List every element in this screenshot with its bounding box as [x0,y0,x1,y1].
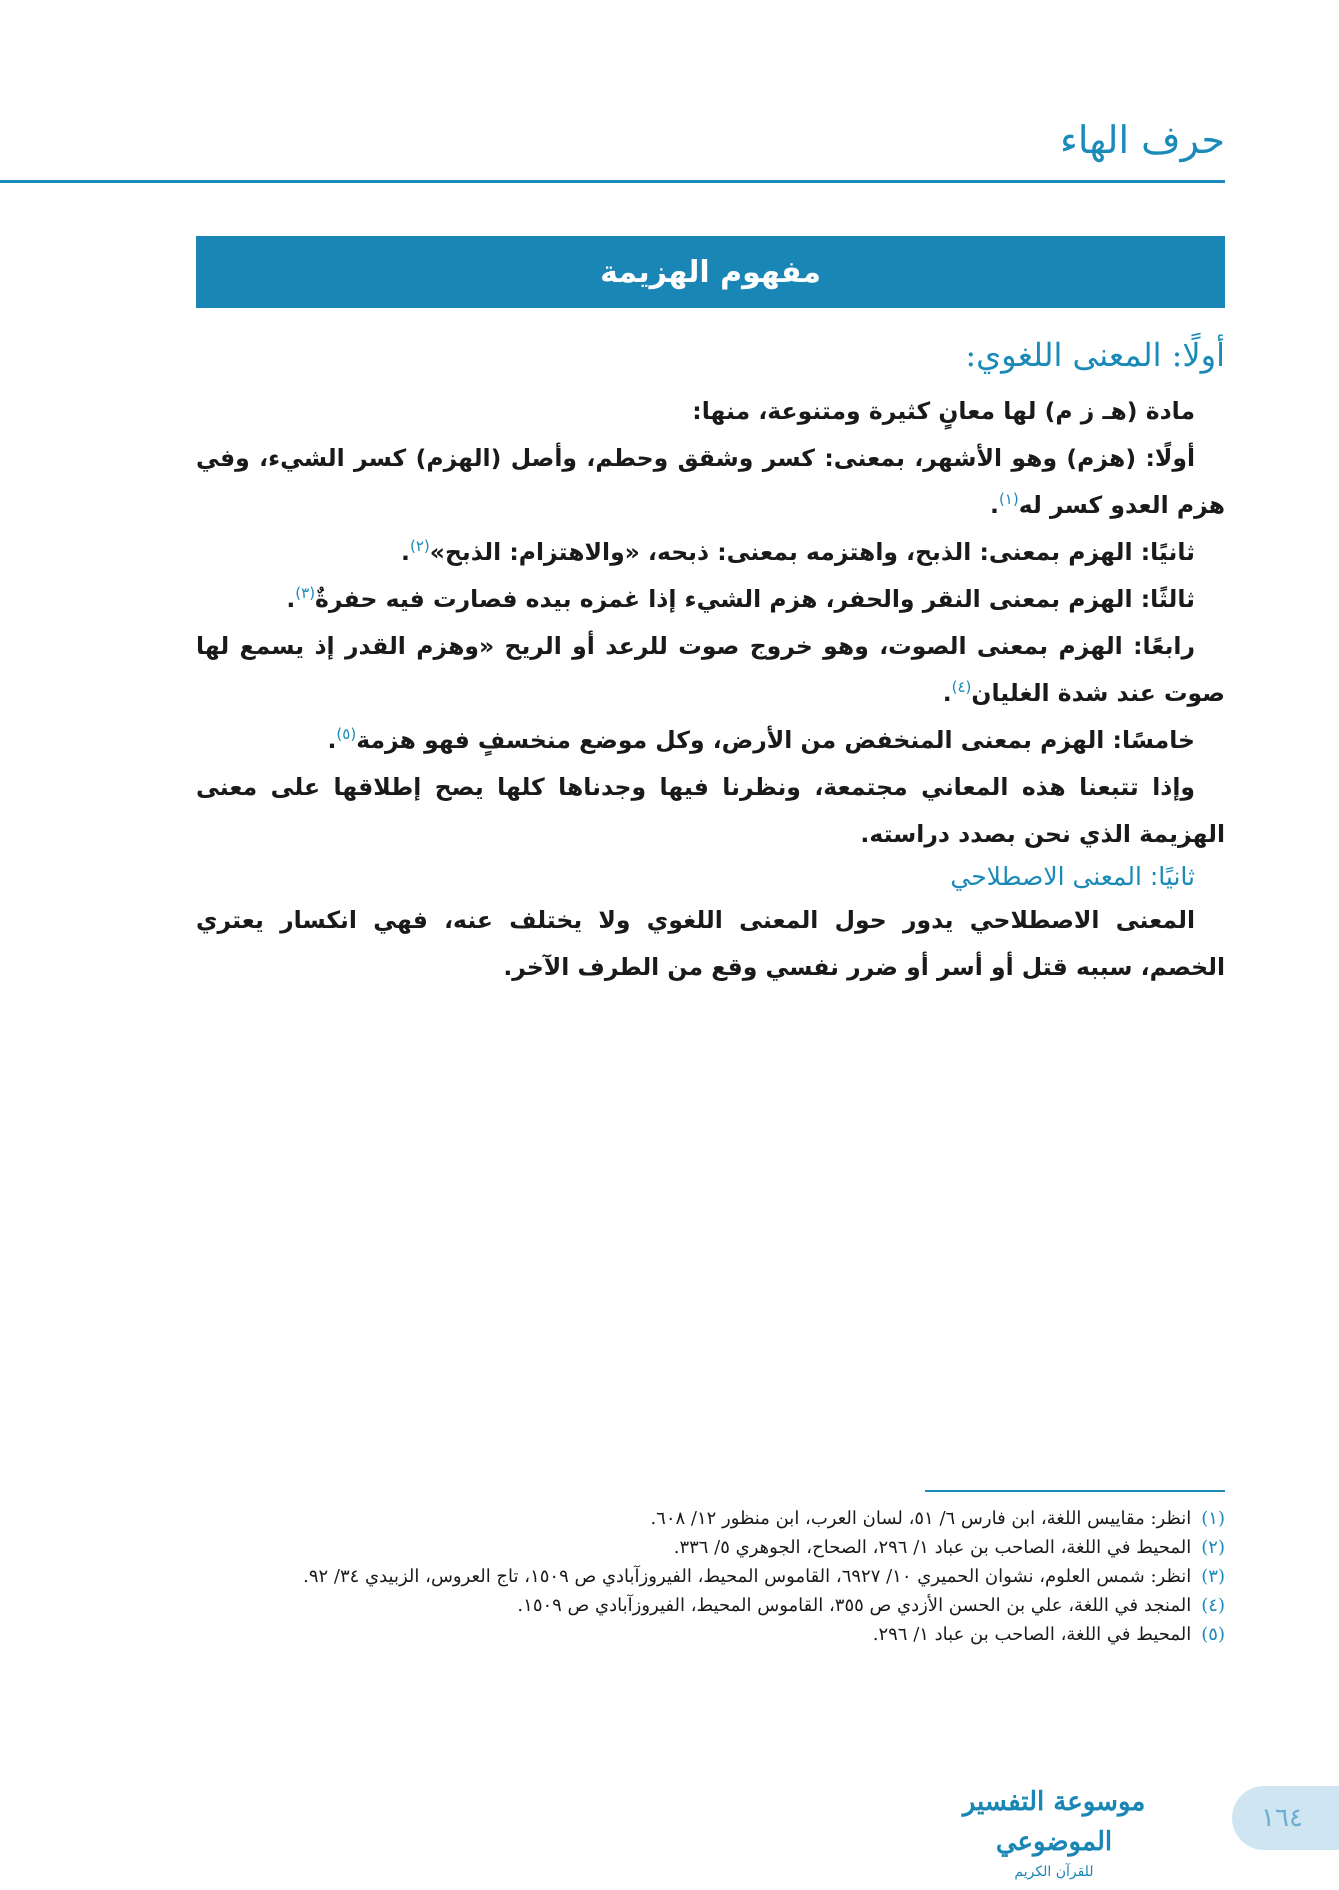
title-bar [196,236,1225,308]
footnote-text: انظر: شمس العلوم، نشوان الحميري ١٠/ ٦٩٢٧، القاموس المحيط، الفيروزآبادي ص ١٥٠٩، تاج العروس، الزبيدي ٣٤/ ٩٢. [303,1566,1192,1587]
footnote-ref[interactable]: (٢) [409,537,430,556]
footnote-text: المنجد في اللغة، علي بن الحسن الأزدي ص ٣٥٥، القاموس المحيط، الفيروزآبادي ص ١٥٠٩. [517,1595,1192,1616]
technical-paragraph: المعنى الاصطلاحي يدور حول المعنى اللغوي ولا يختلف عنه، فهي انكسار يعتري الخصم، سببه قتل أو أسر أو ضرر نفسي وقع من الطرف الآخر. [196,906,1225,981]
item-lead: أولًا: [1145,444,1195,472]
footnote-item [196,1591,1225,1620]
footnote-ref[interactable]: (٥) [336,725,357,744]
item-end: . [401,538,410,566]
title-bar-text: مفهوم الهزيمة [600,254,821,290]
meaning-item [196,435,1225,529]
footnote-ref[interactable]: (١) [998,490,1019,509]
footnote-text: المحيط في اللغة، الصاحب بن عباد ١/ ٢٩٦. [872,1624,1192,1645]
meaning-item [196,717,1225,764]
item-end: . [942,679,952,707]
footnote-item [196,1533,1225,1562]
item-lead: خامسًا: [1112,726,1195,754]
item-text: الهزم بمعنى النقر والحفر، هزم الشيء إذا غمزه بيده فصارت فيه حفرةٌ [315,585,1141,613]
intro-paragraph: مادة (هـ ز م) لها معانٍ كثيرة ومتنوعة، منها: [692,397,1195,425]
item-text: الهزم بمعنى: الذبح، واهتزمه بمعنى: ذبحه، «والاهتزام: الذبح» [429,538,1141,566]
footnote-text: المحيط في اللغة، الصاحب بن عباد ١/ ٢٩٦، الصحاح، الجوهري ٥/ ٣٣٦. [673,1537,1192,1558]
meaning-item [196,623,1225,717]
footnote-ref[interactable]: (٤) [951,678,972,697]
section-heading-linguistic: أولًا: المعنى اللغوي: [965,336,1225,374]
footnote-item [196,1620,1225,1649]
item-text: (هزم) وهو الأشهر، بمعنى: كسر وشقق وحطم، وأصل (الهزم) كسر الشيء، وفي هزم العدو كسر له [196,444,1225,519]
series-title: موسوعة التفسير الموضوعي [962,1787,1146,1857]
series-logo [914,1782,1194,1880]
item-lead: ثانيًا: [1140,538,1195,566]
item-end: . [327,726,337,754]
footnote-ref[interactable]: (٣) [295,584,316,603]
item-end: . [990,491,999,519]
header-rule [0,180,1225,183]
item-end: . [286,585,296,613]
series-subtitle: للقرآن الكريم [1014,1864,1094,1880]
item-lead: رابعًا: [1133,632,1195,660]
item-lead: ثالثًا: [1140,585,1195,613]
footnote-number: (٤) [1201,1595,1225,1616]
meaning-item [196,529,1225,576]
footnote-item [196,1562,1225,1591]
main-content [196,336,1225,991]
meaning-item [196,576,1225,623]
section-heading-technical: ثانيًا: المعنى الاصطلاحي [950,862,1195,891]
item-text: الهزم بمعنى المنخفض من الأرض، وكل موضع منخسفٍ فهو هزمة [356,726,1113,754]
footnote-item [196,1504,1225,1533]
footnote-divider [925,1490,1225,1492]
item-text: الهزم بمعنى الصوت، وهو خروج صوت للرعد أو الريح «وهزم القدر إذ يسمع لها صوت عند شدة الغليان [196,632,1225,707]
conclusion-paragraph: وإذا تتبعنا هذه المعاني مجتمعة، ونظرنا فيها وجدناها كلها يصح إطلاقها على معنى الهزيمة الذي نحن بصدد دراسته. [196,773,1225,848]
footnote-number: (١) [1201,1508,1225,1529]
footnote-text: انظر: مقاييس اللغة، ابن فارس ٦/ ٥١، لسان العرب، ابن منظور ١٢/ ٦٠٨. [650,1508,1192,1529]
footnote-number: (٢) [1201,1537,1225,1558]
footnote-number: (٣) [1201,1566,1225,1587]
page-number: ١٦٤ [1261,1803,1303,1833]
chapter-title: حرف الهاء [1059,118,1225,162]
footnote-number: (٥) [1201,1624,1225,1645]
footnotes [196,1504,1225,1649]
